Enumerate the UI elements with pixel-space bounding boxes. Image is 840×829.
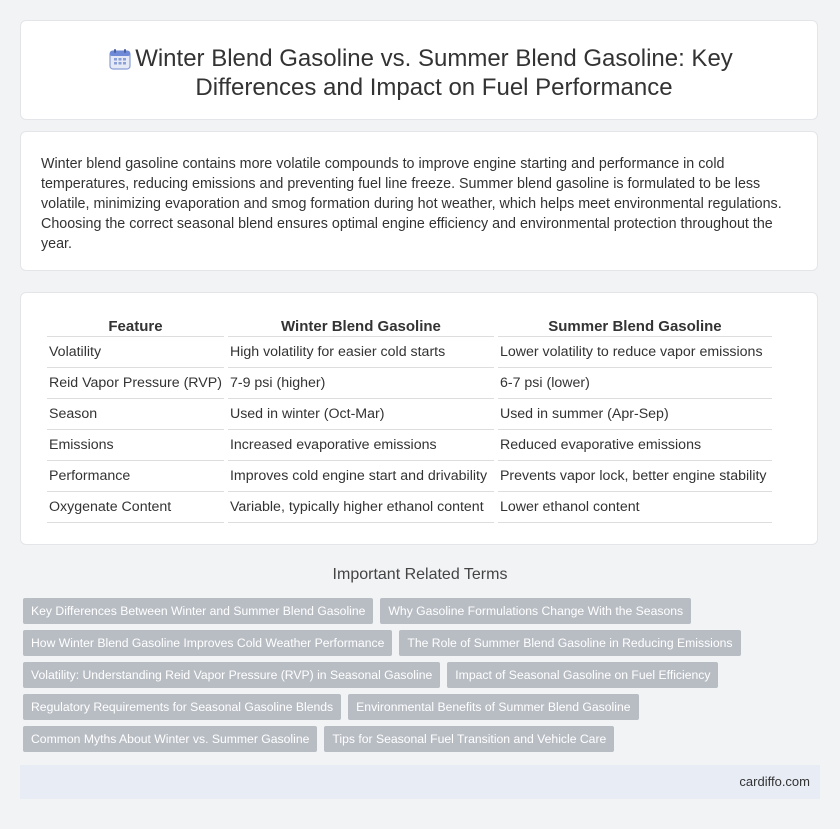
table-cell: Season <box>47 399 224 430</box>
table-cell: Improves cold engine start and drivability <box>228 461 494 492</box>
title-card <box>20 20 818 120</box>
related-term-tag[interactable]: How Winter Blend Gasoline Improves Cold Weather Performance <box>23 630 392 656</box>
table-row <box>47 337 772 368</box>
footer <box>20 765 820 799</box>
related-term-tag[interactable]: Regulatory Requirements for Seasonal Gasoline Blends <box>23 694 341 720</box>
tag-row <box>23 630 813 656</box>
intro-card <box>20 131 818 271</box>
table-row <box>47 430 772 461</box>
table-cell: High volatility for easier cold starts <box>228 337 494 368</box>
tag-row <box>23 662 813 688</box>
related-terms-list <box>23 598 813 758</box>
tag-row <box>23 694 813 720</box>
table-row <box>47 399 772 430</box>
table-header-row <box>47 317 772 337</box>
table-row <box>47 368 772 399</box>
related-term-tag[interactable]: Environmental Benefits of Summer Blend Gasoline <box>348 694 638 720</box>
column-header-winter: Winter Blend Gasoline <box>228 317 494 337</box>
related-term-tag[interactable]: Why Gasoline Formulations Change With the Seasons <box>380 598 691 624</box>
table-row <box>47 461 772 492</box>
table-cell: Emissions <box>47 430 224 461</box>
table-cell: 7-9 psi (higher) <box>228 368 494 399</box>
related-term-tag[interactable]: Tips for Seasonal Fuel Transition and Vehicle Care <box>324 726 614 752</box>
table-cell: Lower volatility to reduce vapor emissions <box>498 337 772 368</box>
table-cell: Oxygenate Content <box>47 492 224 523</box>
table-cell: Increased evaporative emissions <box>228 430 494 461</box>
table-cell: 6-7 psi (lower) <box>498 368 772 399</box>
table-row <box>47 492 772 523</box>
column-header-feature: Feature <box>47 317 224 337</box>
table-cell: Reid Vapor Pressure (RVP) <box>47 368 224 399</box>
comparison-table <box>43 317 776 523</box>
table-cell: Performance <box>47 461 224 492</box>
table-cell: Variable, typically higher ethanol content <box>228 492 494 523</box>
intro-paragraph: Winter blend gasoline contains more volatile compounds to improve engine starting and performance in cold temperatures, reducing emissions and preventing fuel line freeze. Summer blend gasoline is formulated to be less volatile, minimizing evaporation and smog formation during hot weather, which helps meet environmental regulations. Choosing the correct seasonal blend ensures optimal engine efficiency and environmental protection throughout the year. <box>41 156 782 252</box>
comparison-table-card <box>20 292 818 545</box>
table-cell: Used in winter (Oct-Mar) <box>228 399 494 430</box>
column-header-summer: Summer Blend Gasoline <box>498 317 772 337</box>
table-cell: Prevents vapor lock, better engine stability <box>498 461 772 492</box>
table-cell: Volatility <box>47 337 224 368</box>
related-term-tag[interactable]: Common Myths About Winter vs. Summer Gasoline <box>23 726 317 752</box>
table-cell: Lower ethanol content <box>498 492 772 523</box>
related-term-tag[interactable]: Volatility: Understanding Reid Vapor Pressure (RVP) in Seasonal Gasoline <box>23 662 440 688</box>
table-cell: Used in summer (Apr-Sep) <box>498 399 772 430</box>
footer-site-link[interactable]: cardiffo.com <box>739 774 810 789</box>
table-cell: Reduced evaporative emissions <box>498 430 772 461</box>
related-terms-title: Important Related Terms <box>332 566 508 583</box>
tag-row <box>23 598 813 624</box>
related-term-tag[interactable]: Impact of Seasonal Gasoline on Fuel Efficiency <box>447 662 718 688</box>
related-term-tag[interactable]: Key Differences Between Winter and Summer Blend Gasoline <box>23 598 373 624</box>
page-title: Winter Blend Gasoline vs. Summer Blend Gasoline: Key Differences and Impact on Fuel Performance <box>135 45 733 101</box>
related-term-tag[interactable]: The Role of Summer Blend Gasoline in Reducing Emissions <box>399 630 740 656</box>
tag-row <box>23 726 813 752</box>
